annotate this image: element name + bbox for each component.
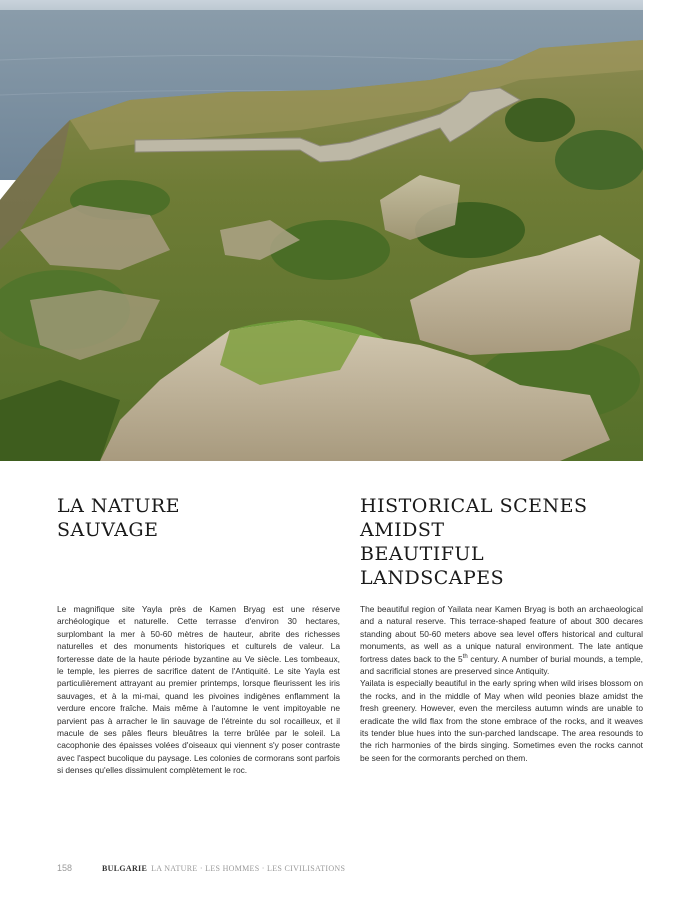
english-p1-text-b: century. A number of burial mounds, a temple, and sacrificial stones are preserved since Antiquity. <box>360 653 643 677</box>
french-heading-line-1: LA NATURE <box>57 495 181 517</box>
french-paragraph: Le magnifique site Yayla près de Kamen Bryag est une réserve archéologique et naturelle. Cette terrasse d'environ 30 hectares, surplombant la mer à 50-60 mètres de hauteur, abrite des richesses naturelles et des monuments historiques et culturels de valeur. La forteresse date de la haute période byzantine au Ve siècle. Les tombeaux, le temple, les pierres de sacrifice datent de l'Antiquité. Le site Yayla est particulièrement attrayant au premier printemps, lorsque fleurissent les iris sauvages, et à la mi-mai, quand les pivoines indigènes enflamment la verdure encore fraîche. Mais même à l'automne le vent impitoyable ne parvient pas à arracher le lin sauvage de l'étreinte du sol rocailleux, et il macule de ses pâles fleurs bleuâtres la terre brûlée par le soleil. La cacophonie des épaisses volées d'oiseaux qui viennent s'y poser contraste avec l'aspect bucolique du paysage. Les colonies de cormorans sont parfois si denses qu'elles dissimulent complètement le roc. <box>57 604 340 776</box>
english-heading-line-3: BEAUTIFUL <box>360 543 485 565</box>
english-heading-line-4: LANDSCAPES <box>360 567 505 589</box>
french-heading <box>57 494 327 542</box>
footer-brand: BULGARIE <box>102 864 148 873</box>
french-heading-line-2: SAUVAGE <box>57 519 159 541</box>
english-p1-text-a: The beautiful region of Yailata near Kamen Bryag is both an archaeological and a natural reserve. This terrace-shaped feature of about 300 decares standing about 50-60 meters above sea level offers historical and cultural monuments, as well as a unique natural environment. The late antique fortress dates back to the 5 <box>360 604 643 664</box>
english-paragraph-1 <box>360 603 643 677</box>
landscape-photo <box>0 0 643 461</box>
ordinal-superscript: th <box>462 653 468 660</box>
english-heading <box>360 494 650 590</box>
coastal-fortress-illustration <box>0 0 643 461</box>
page-number: 158 <box>57 863 73 873</box>
english-paragraph-2: Yailata is especially beautiful in the early spring when wild irises blossom on the rocks, and in the middle of May when wild peonies blaze amidst the fresh greenery. However, even the merciless autumn winds are unable to eradicate the wild flax from the stone embrace of the rocks, and it weaves its tender blue hues into the sun-parched landscape. The area resounds to the rich harmonies of the birds singing. Sometimes even the rocks cannot be seen for the cormorants perched on them. <box>360 678 643 763</box>
page-footer <box>57 863 345 875</box>
english-heading-line-1: HISTORICAL SCENES <box>360 495 588 517</box>
footer-sections: LA NATURE · LES HOMMES · LES CIVILISATIONS <box>151 864 346 873</box>
english-heading-line-2: AMIDST <box>360 519 445 541</box>
french-body-column <box>57 603 340 777</box>
english-body-column <box>360 603 643 764</box>
